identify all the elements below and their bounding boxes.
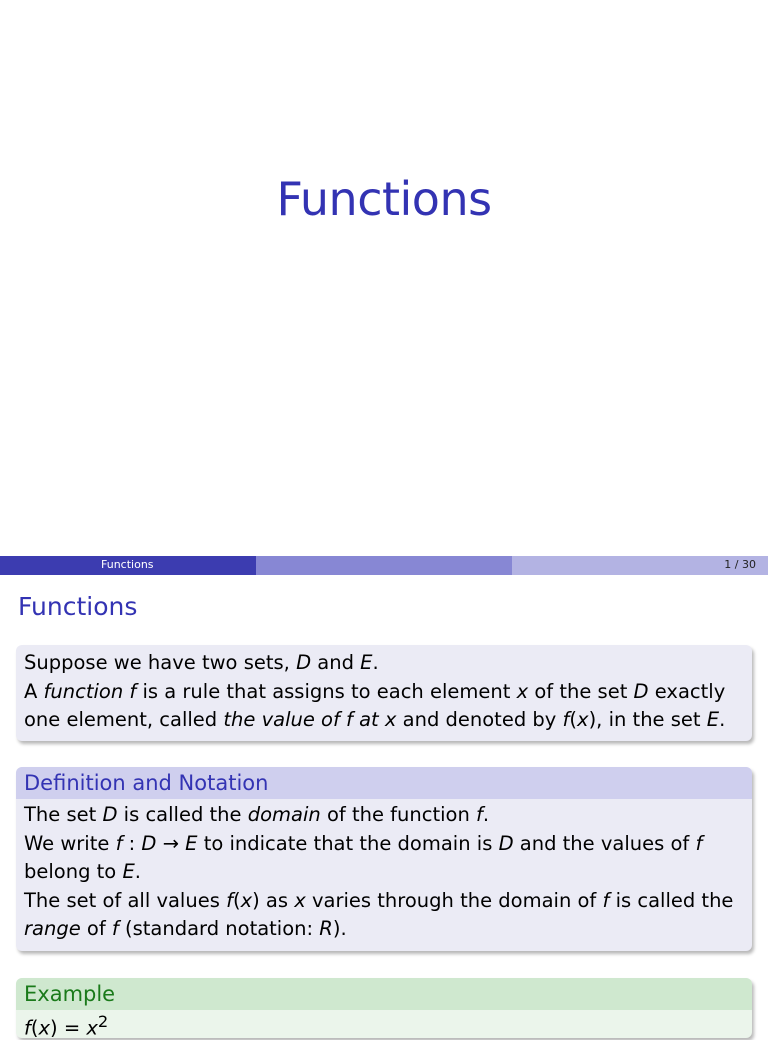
example-line-1: $f(x) = x^2$ [24, 1012, 109, 1040]
slide-footer [0, 556, 768, 575]
definition-line-3: belong to E. [24, 860, 141, 884]
frame-title: Functions [18, 592, 138, 621]
definition-line-2: We write f : D → E to indicate that the domain is D and the values of f [24, 831, 703, 855]
intro-block [16, 645, 752, 741]
example-block [16, 978, 752, 1038]
intro-line-2: A function f is a rule that assigns to each element x of the set D exactly [24, 679, 726, 703]
slide-title: Functions [276, 172, 492, 226]
page-number: 1 / 30 [724, 558, 756, 571]
definition-line-5: range of f (standard notation: R). [24, 917, 347, 941]
intro-line-1: Suppose we have two sets, D and E. [24, 651, 379, 674]
footer-page [512, 556, 768, 575]
footer-section [0, 556, 256, 575]
definition-block [16, 767, 752, 951]
intro-line-3: one element, called the value of f at x and denoted by f(x), in the set E. [24, 708, 726, 732]
definition-title: Definition and Notation [16, 767, 752, 799]
example-title: Example [16, 978, 752, 1010]
definition-line-1: The set D is called the domain of the function f. [24, 803, 490, 826]
footer-middle [256, 556, 512, 575]
footer-section-label: Functions [101, 558, 154, 571]
definition-line-4: The set of all values f(x) as x varies through the domain of f is called the [24, 888, 734, 912]
